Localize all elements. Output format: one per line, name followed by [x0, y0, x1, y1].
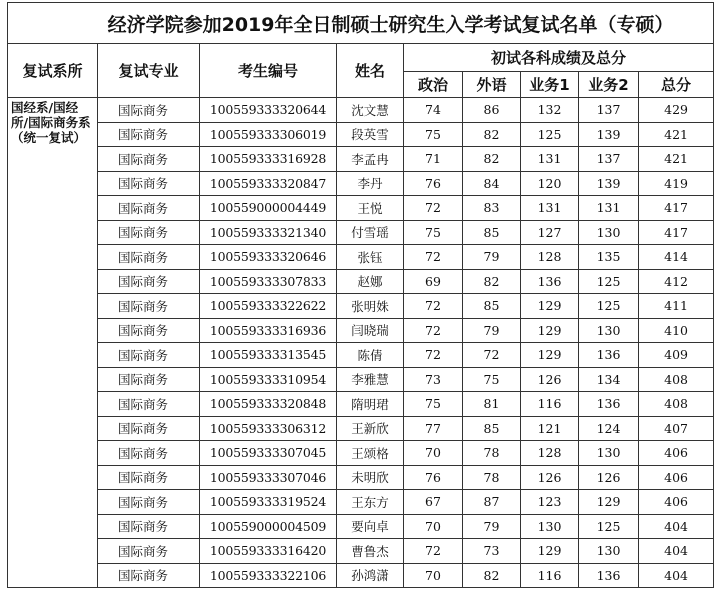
cell-course1: 129 [521, 294, 579, 319]
cell-major: 国际商务 [98, 343, 200, 368]
cell-course1: 126 [521, 367, 579, 392]
cell-name: 李雅慧 [337, 367, 404, 392]
cell-id: 100559333307045 [200, 441, 337, 466]
admission-list-table [7, 2, 714, 588]
cell-foreign: 82 [463, 269, 521, 294]
header-major: 复试专业 [98, 44, 200, 98]
cell-name: 孙鸿潇 [337, 563, 404, 588]
cell-major: 国际商务 [98, 367, 200, 392]
cell-id: 100559333307046 [200, 465, 337, 490]
cell-foreign: 82 [463, 147, 521, 172]
cell-foreign: 84 [463, 171, 521, 196]
cell-course2: 136 [579, 392, 639, 417]
cell-id: 100559333316936 [200, 318, 337, 343]
cell-major: 国际商务 [98, 220, 200, 245]
cell-id: 100559333319524 [200, 490, 337, 515]
cell-major: 国际商务 [98, 392, 200, 417]
cell-course2: 125 [579, 294, 639, 319]
table-row [8, 269, 714, 294]
header-course1: 业务1 [521, 72, 579, 98]
cell-course2: 139 [579, 171, 639, 196]
cell-course2: 136 [579, 563, 639, 588]
cell-politics: 72 [404, 343, 463, 368]
cell-total: 408 [639, 367, 714, 392]
cell-foreign: 85 [463, 294, 521, 319]
cell-total: 404 [639, 514, 714, 539]
cell-politics: 75 [404, 122, 463, 147]
cell-course1: 136 [521, 269, 579, 294]
header-total: 总分 [639, 72, 714, 98]
cell-course2: 129 [579, 490, 639, 515]
header-dept: 复试系所 [8, 44, 98, 98]
cell-id: 100559333306312 [200, 416, 337, 441]
cell-total: 407 [639, 416, 714, 441]
cell-major: 国际商务 [98, 122, 200, 147]
cell-course1: 132 [521, 98, 579, 123]
cell-foreign: 72 [463, 343, 521, 368]
cell-major: 国际商务 [98, 514, 200, 539]
cell-course1: 116 [521, 563, 579, 588]
cell-name: 付雪瑶 [337, 220, 404, 245]
table-row [8, 220, 714, 245]
cell-course2: 137 [579, 147, 639, 172]
cell-foreign: 73 [463, 539, 521, 564]
cell-course1: 125 [521, 122, 579, 147]
cell-id: 100559333322106 [200, 563, 337, 588]
cell-id: 100559333316928 [200, 147, 337, 172]
cell-course2: 130 [579, 539, 639, 564]
cell-course1: 130 [521, 514, 579, 539]
cell-course2: 130 [579, 220, 639, 245]
cell-id: 100559333316420 [200, 539, 337, 564]
table-row [8, 196, 714, 221]
cell-course1: 128 [521, 245, 579, 270]
cell-course2: 125 [579, 514, 639, 539]
cell-major: 国际商务 [98, 465, 200, 490]
cell-id: 100559000004509 [200, 514, 337, 539]
table-row [8, 294, 714, 319]
cell-politics: 72 [404, 318, 463, 343]
cell-major: 国际商务 [98, 269, 200, 294]
cell-name: 王东方 [337, 490, 404, 515]
cell-course1: 123 [521, 490, 579, 515]
cell-foreign: 85 [463, 220, 521, 245]
cell-total: 404 [639, 563, 714, 588]
cell-total: 406 [639, 490, 714, 515]
cell-course1: 129 [521, 318, 579, 343]
cell-politics: 70 [404, 441, 463, 466]
cell-id: 100559333321340 [200, 220, 337, 245]
cell-major: 国际商务 [98, 294, 200, 319]
table-row [8, 343, 714, 368]
table-row [8, 171, 714, 196]
cell-total: 406 [639, 465, 714, 490]
cell-foreign: 81 [463, 392, 521, 417]
cell-course1: 129 [521, 343, 579, 368]
cell-name: 未明欣 [337, 465, 404, 490]
cell-major: 国际商务 [98, 318, 200, 343]
cell-politics: 72 [404, 196, 463, 221]
cell-foreign: 82 [463, 563, 521, 588]
cell-course1: 121 [521, 416, 579, 441]
cell-id: 100559333320848 [200, 392, 337, 417]
header-id: 考生编号 [200, 44, 337, 98]
cell-major: 国际商务 [98, 98, 200, 123]
cell-id: 100559333322622 [200, 294, 337, 319]
cell-politics: 70 [404, 563, 463, 588]
cell-politics: 77 [404, 416, 463, 441]
cell-id: 100559333320644 [200, 98, 337, 123]
cell-name: 隋明珺 [337, 392, 404, 417]
cell-name: 李丹 [337, 171, 404, 196]
cell-course1: 128 [521, 441, 579, 466]
cell-id: 100559333320847 [200, 171, 337, 196]
cell-politics: 76 [404, 465, 463, 490]
cell-foreign: 86 [463, 98, 521, 123]
cell-major: 国际商务 [98, 416, 200, 441]
cell-total: 409 [639, 343, 714, 368]
table-row [8, 441, 714, 466]
cell-course2: 130 [579, 441, 639, 466]
cell-course1: 127 [521, 220, 579, 245]
cell-name: 张钰 [337, 245, 404, 270]
table-row [8, 563, 714, 588]
table-row [8, 318, 714, 343]
cell-course2: 124 [579, 416, 639, 441]
table-row [8, 416, 714, 441]
cell-course1: 126 [521, 465, 579, 490]
cell-foreign: 82 [463, 122, 521, 147]
cell-major: 国际商务 [98, 147, 200, 172]
cell-course2: 136 [579, 343, 639, 368]
table-row [8, 514, 714, 539]
cell-total: 411 [639, 294, 714, 319]
cell-politics: 75 [404, 392, 463, 417]
cell-id: 100559333313545 [200, 343, 337, 368]
cell-politics: 72 [404, 294, 463, 319]
cell-name: 沈文慧 [337, 98, 404, 123]
cell-politics: 71 [404, 147, 463, 172]
cell-id: 100559333320646 [200, 245, 337, 270]
cell-politics: 72 [404, 245, 463, 270]
cell-total: 429 [639, 98, 714, 123]
cell-foreign: 79 [463, 514, 521, 539]
cell-politics: 69 [404, 269, 463, 294]
table-row [8, 147, 714, 172]
cell-total: 410 [639, 318, 714, 343]
cell-total: 414 [639, 245, 714, 270]
cell-foreign: 87 [463, 490, 521, 515]
cell-name: 王新欣 [337, 416, 404, 441]
header-scores-group: 初试各科成绩及总分 [404, 44, 714, 72]
cell-course2: 134 [579, 367, 639, 392]
cell-major: 国际商务 [98, 441, 200, 466]
cell-id: 100559333307833 [200, 269, 337, 294]
cell-foreign: 75 [463, 367, 521, 392]
cell-course1: 131 [521, 196, 579, 221]
cell-politics: 75 [404, 220, 463, 245]
table-row [8, 98, 714, 123]
cell-course2: 137 [579, 98, 639, 123]
cell-major: 国际商务 [98, 490, 200, 515]
cell-major: 国际商务 [98, 171, 200, 196]
cell-total: 417 [639, 220, 714, 245]
cell-total: 421 [639, 122, 714, 147]
cell-politics: 67 [404, 490, 463, 515]
cell-foreign: 83 [463, 196, 521, 221]
cell-foreign: 78 [463, 441, 521, 466]
table-row [8, 245, 714, 270]
cell-name: 段英雪 [337, 122, 404, 147]
cell-major: 国际商务 [98, 539, 200, 564]
cell-foreign: 78 [463, 465, 521, 490]
table-row [8, 465, 714, 490]
department-cell: 国经系/国经所/国际商务系（统一复试） [8, 98, 98, 588]
table-row [8, 490, 714, 515]
cell-name: 王悦 [337, 196, 404, 221]
cell-total: 419 [639, 171, 714, 196]
cell-course1: 129 [521, 539, 579, 564]
table-row [8, 122, 714, 147]
cell-politics: 73 [404, 367, 463, 392]
cell-total: 404 [639, 539, 714, 564]
cell-course2: 135 [579, 245, 639, 270]
cell-foreign: 79 [463, 245, 521, 270]
table-row [8, 539, 714, 564]
cell-major: 国际商务 [98, 245, 200, 270]
cell-id: 100559000004449 [200, 196, 337, 221]
cell-politics: 72 [404, 539, 463, 564]
cell-name: 陈倩 [337, 343, 404, 368]
header-course2: 业务2 [579, 72, 639, 98]
cell-major: 国际商务 [98, 563, 200, 588]
cell-major: 国际商务 [98, 196, 200, 221]
cell-id: 100559333306019 [200, 122, 337, 147]
cell-course2: 125 [579, 269, 639, 294]
cell-total: 421 [639, 147, 714, 172]
header-name: 姓名 [337, 44, 404, 98]
cell-course1: 131 [521, 147, 579, 172]
cell-politics: 70 [404, 514, 463, 539]
cell-politics: 76 [404, 171, 463, 196]
cell-course1: 120 [521, 171, 579, 196]
cell-course2: 126 [579, 465, 639, 490]
cell-course2: 131 [579, 196, 639, 221]
table-row [8, 392, 714, 417]
cell-name: 赵娜 [337, 269, 404, 294]
cell-name: 王颂格 [337, 441, 404, 466]
cell-course2: 130 [579, 318, 639, 343]
cell-politics: 74 [404, 98, 463, 123]
cell-id: 100559333310954 [200, 367, 337, 392]
header-foreign: 外语 [463, 72, 521, 98]
cell-total: 406 [639, 441, 714, 466]
cell-foreign: 85 [463, 416, 521, 441]
cell-name: 闫晓瑞 [337, 318, 404, 343]
page-title: 经济学院参加2019年全日制硕士研究生入学考试复试名单（专硕） [8, 3, 714, 44]
cell-name: 张明姝 [337, 294, 404, 319]
cell-total: 408 [639, 392, 714, 417]
cell-name: 曹鲁杰 [337, 539, 404, 564]
cell-foreign: 79 [463, 318, 521, 343]
cell-total: 412 [639, 269, 714, 294]
cell-name: 李孟冉 [337, 147, 404, 172]
table-row [8, 367, 714, 392]
cell-total: 417 [639, 196, 714, 221]
cell-course1: 116 [521, 392, 579, 417]
cell-name: 要向卓 [337, 514, 404, 539]
header-politics: 政治 [404, 72, 463, 98]
cell-course2: 139 [579, 122, 639, 147]
